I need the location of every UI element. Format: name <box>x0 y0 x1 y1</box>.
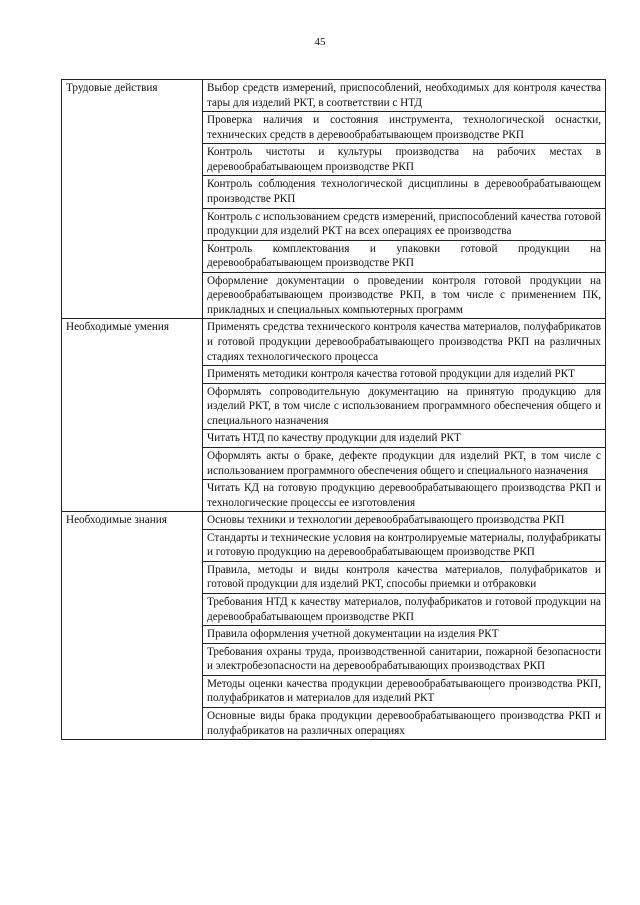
qualification-table-body <box>62 80 606 740</box>
section-item: Контроль соблюдения технологической дисциплины в деревообрабатывающем производстве РКП <box>203 176 606 208</box>
section-item: Правила оформления учетной документации на изделия РКТ <box>203 626 606 644</box>
section-item: Требования охраны труда, производственной санитарии, пожарной безопасности и электробезопасности на деревообрабатывающих производствах РКП <box>203 643 606 675</box>
section-item: Применять методики контроля качества готовой продукции для изделий РКТ <box>203 366 606 384</box>
section-item: Основы техники и технологии деревообрабатывающего производства РКП <box>203 512 606 530</box>
section-item: Контроль с использованием средств измерений, приспособлений качества готовой продукции для изделий РКТ на всех операциях ее производства <box>203 208 606 240</box>
section-item: Стандарты и технические условия на контролируемые материалы, полуфабрикаты и готовую продукцию на деревообрабатывающем производстве РКП <box>203 529 606 561</box>
section-item: Оформление документации о проведении контроля готовой продукции на деревообрабатывающем производстве РКП, в том числе с применением ПК, прикладных и специальных компьютерных программ <box>203 272 606 319</box>
section-item: Основные виды брака продукции деревообрабатывающего производства РКП и полуфабрикатов на различных операциях <box>203 707 606 739</box>
table-row <box>62 319 606 366</box>
page-number: 45 <box>314 36 326 48</box>
section-item: Читать КД на готовую продукцию деревообрабатывающего производства РКП и технологические процессы ее изготовления <box>203 480 606 512</box>
table-row <box>62 80 606 112</box>
section-item: Правила, методы и виды контроля качества материалов, полуфабрикатов и готовой продукции для изделий РКТ, способы приемки и отбраковки <box>203 561 606 593</box>
section-item: Требования НТД к качеству материалов, полуфабрикатов и готовой продукции на деревообрабатывающем производстве РКП <box>203 594 606 626</box>
section-item: Применять средства технического контроля качества материалов, полуфабрикатов и готовой продукции деревообрабатывающего производства РКП на различных стадиях технологического процесса <box>203 319 606 366</box>
section-item: Контроль комплектования и упаковки готовой продукции на деревообрабатывающем производстве РКП <box>203 240 606 272</box>
section-item: Проверка наличия и состояния инструмента, технологической оснастки, технических средств в деревообрабатывающем производстве РКП <box>203 112 606 144</box>
qualification-table <box>61 79 606 740</box>
section-item: Читать НТД по качеству продукции для изделий РКТ <box>203 430 606 448</box>
section-label: Необходимые умения <box>62 319 203 512</box>
section-item: Методы оценки качества продукции деревообрабатывающего производства РКП, полуфабрикатов и материалов для изделий РКТ <box>203 675 606 707</box>
section-item: Выбор средств измерений, приспособлений, необходимых для контроля качества тары для изделий РКТ, в соответствии с НТД <box>203 80 606 112</box>
section-item: Контроль чистоты и культуры производства на рабочих местах в деревообрабатывающем производстве РКП <box>203 144 606 176</box>
section-item: Оформлять акты о браке, дефекте продукции для изделий РКТ, в том числе с использованием программного обеспечения общего и специального назначения <box>203 447 606 479</box>
section-label: Необходимые знания <box>62 512 203 740</box>
section-item: Оформлять сопроводительную документацию на принятую продукцию для изделий РКТ, в том числе с использованием программного обеспечения общего и специального назначения <box>203 383 606 430</box>
section-label: Трудовые действия <box>62 80 203 319</box>
table-row <box>62 512 606 530</box>
